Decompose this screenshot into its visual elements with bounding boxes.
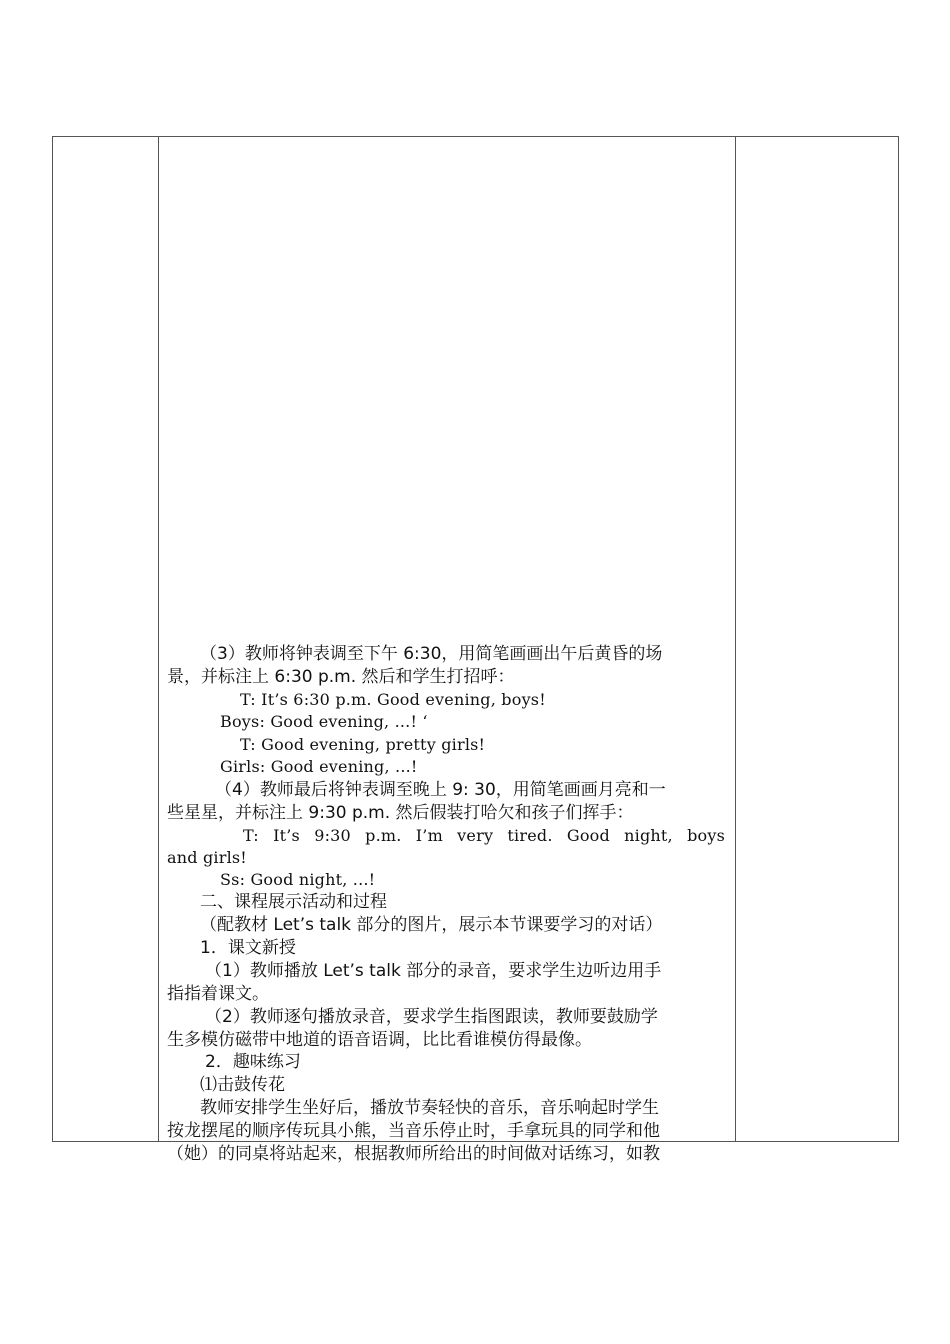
section-heading: 二、课程展示活动和过程 bbox=[200, 892, 387, 912]
text-line: 指指着课文。 bbox=[167, 984, 269, 1004]
dialogue-line: Boys: Good evening, ...! ‘ bbox=[220, 712, 428, 731]
text-line: （3）教师将钟表调至下午 6:30，用简笔画画出午后黄昏的场 bbox=[200, 644, 663, 664]
table-left-border bbox=[52, 136, 53, 1142]
dialogue-line: T: Good evening, pretty girls! bbox=[240, 735, 486, 754]
dialogue-line: T: It’s 9:30 p.m. I’m very tired. Good night, boys bbox=[243, 826, 725, 845]
table-top-border bbox=[52, 136, 899, 137]
text-line: 按龙摆尾的顺序传玩具小熊，当音乐停止时，手拿玩具的同学和他 bbox=[167, 1121, 660, 1141]
dialogue-line: Ss: Good night, ...! bbox=[220, 870, 376, 889]
text-line: （2）教师逐句播放录音，要求学生指图跟读，教师要鼓励学 bbox=[205, 1007, 658, 1027]
subheading: 1．课文新授 bbox=[200, 938, 296, 958]
text-line: （她）的同桌将站起来，根据教师所给出的时间做对话练习，如教 bbox=[167, 1144, 660, 1164]
text-line: 景，并标注上 6:30 p.m. 然后和学生打招呼： bbox=[167, 667, 515, 687]
dialogue-line: and girls! bbox=[167, 848, 247, 867]
dialogue-line: Girls: Good evening, ...! bbox=[220, 757, 418, 776]
column-divider-2 bbox=[735, 136, 736, 1142]
text-line: （4）教师最后将钟表调至晚上 9: 30，用简笔画画月亮和一 bbox=[215, 780, 666, 800]
subheading: 2．趣味练习 bbox=[205, 1052, 301, 1072]
dialogue-line: T: It’s 6:30 p.m. Good evening, boys! bbox=[240, 690, 546, 709]
text-line: 生多模仿磁带中地道的语音语调，比比看谁模仿得最像。 bbox=[167, 1030, 592, 1050]
text-line: （1）教师播放 Let’s talk 部分的录音，要求学生边听边用手 bbox=[205, 961, 662, 981]
text-line: 教师安排学生坐好后，播放节奏轻快的音乐，音乐响起时学生 bbox=[200, 1098, 659, 1118]
text-line: （配教材 Let’s talk 部分的图片，展示本节课要学习的对话） bbox=[200, 915, 663, 935]
subheading: ⑴击鼓传花 bbox=[200, 1075, 285, 1095]
table-right-border bbox=[898, 136, 899, 1142]
column-divider-1 bbox=[158, 136, 159, 1142]
text-line: 些星星，并标注上 9:30 p.m. 然后假装打哈欠和孩子们挥手： bbox=[167, 803, 634, 823]
